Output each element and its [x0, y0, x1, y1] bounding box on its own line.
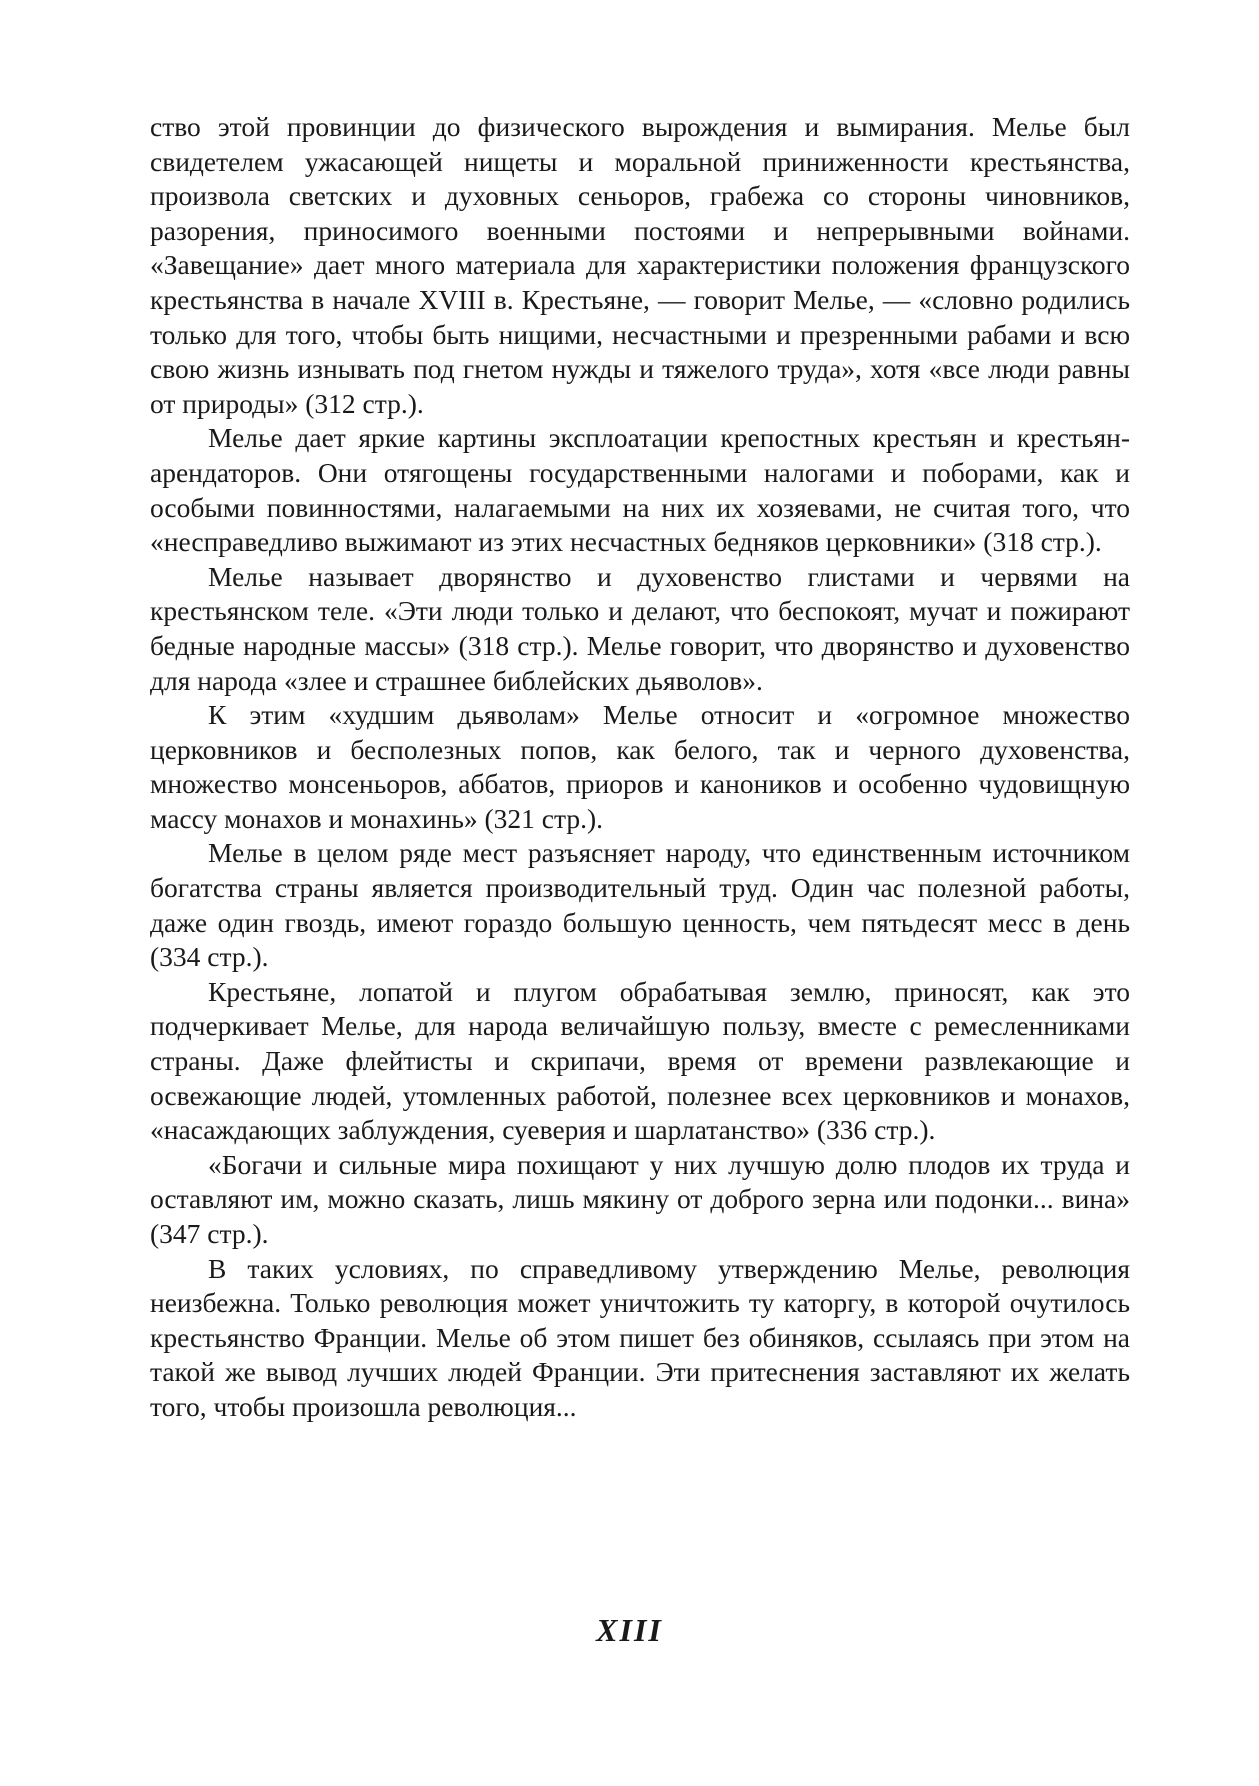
- paragraph-3: Мелье называет дворянство и духовенство глистами и червями на крестьянском теле. «Эти люди только и делают, что беспокоят, мучат и пожирают бедные народные массы» (318 стр.). Мелье говорит, что дворянство и духовенство для народа «злее и страшнее библейских дьяволов».: [150, 560, 1130, 696]
- page-number: XIII: [596, 1612, 663, 1648]
- paragraph-4: К этим «худшим дьяволам» Мелье относит и «огромное множество церковников и бесполезных попов, как белого, так и черного духовенства, множество монсеньоров, аббатов, приоров и каноников и особенно чудовищную массу монахов и монахинь» (321 стр.).: [150, 699, 1130, 834]
- page-body: [150, 110, 1130, 1425]
- paragraph-6: Крестьяне, лопатой и плугом обрабатывая землю, приносят, как это подчеркивает Мелье, для народа величайшую пользу, вместе с ремесленниками страны. Даже флейтисты и скрипачи, время от времени развлекающие и освежающие людей, утомленных работой, полезнее всех церковников и монахов, «насаждающих заблуждения, суеверия и шарлатанство» (336 стр.).: [150, 975, 1130, 1146]
- paragraph-8: В таких условиях, по справедливому утверждению Мелье, революция неизбежна. Только революция может уничтожить ту каторгу, в которой очутилось крестьянство Франции. Мелье об этом пишет без обиняков, ссылаясь при этом на такой же вывод лучших людей Франции. Эти притеснения заставляют их желать того, чтобы произошла революция...: [150, 1252, 1130, 1422]
- paragraph-2: Мелье дает яркие картины эксплоатации крепостных крестьян и крестьян-арендаторов. Они отягощены государственными налогами и поборами, как и особыми повинностями, налагаемыми на них их хозяевами, не считая того, что «несправедливо выжимают из этих несчастных бедняков церковники» (318 стр.).: [150, 422, 1130, 558]
- paragraph-1: ство этой провинции до физического вырождения и вымирания. Мелье был свидетелем ужасающей нищеты и моральной приниженности крестьянства, произвола светских и духовных сеньоров, грабежа со стороны чиновников, разорения, приносимого военными постоями и непрерывными войнами. «Завещание» дает много материала для характеристики положения французского крестьянства в начале XVIII в. Крестьяне, — говорит Мелье, — «словно родились только для того, чтобы быть нищими, несчастными и презренными рабами и всю свою жизнь изнывать под гнетом нужды и тяжелого труда», хотя «все люди равны от природы» (312 стр.).: [150, 111, 1130, 419]
- paragraph-7: «Богачи и сильные мира похищают у них лучшую долю плодов их труда и оставляют им, можно сказать, лишь мякину от доброго зерна или подонки... вина» (347 стр.).: [150, 1148, 1130, 1249]
- paragraph-5: Мелье в целом ряде мест разъясняет народу, что единственным источником богатства страны является производительный труд. Один час полезной работы, даже один гвоздь, имеют гораздо большую ценность, чем пятьдесят месс в день (334 стр.).: [150, 837, 1130, 973]
